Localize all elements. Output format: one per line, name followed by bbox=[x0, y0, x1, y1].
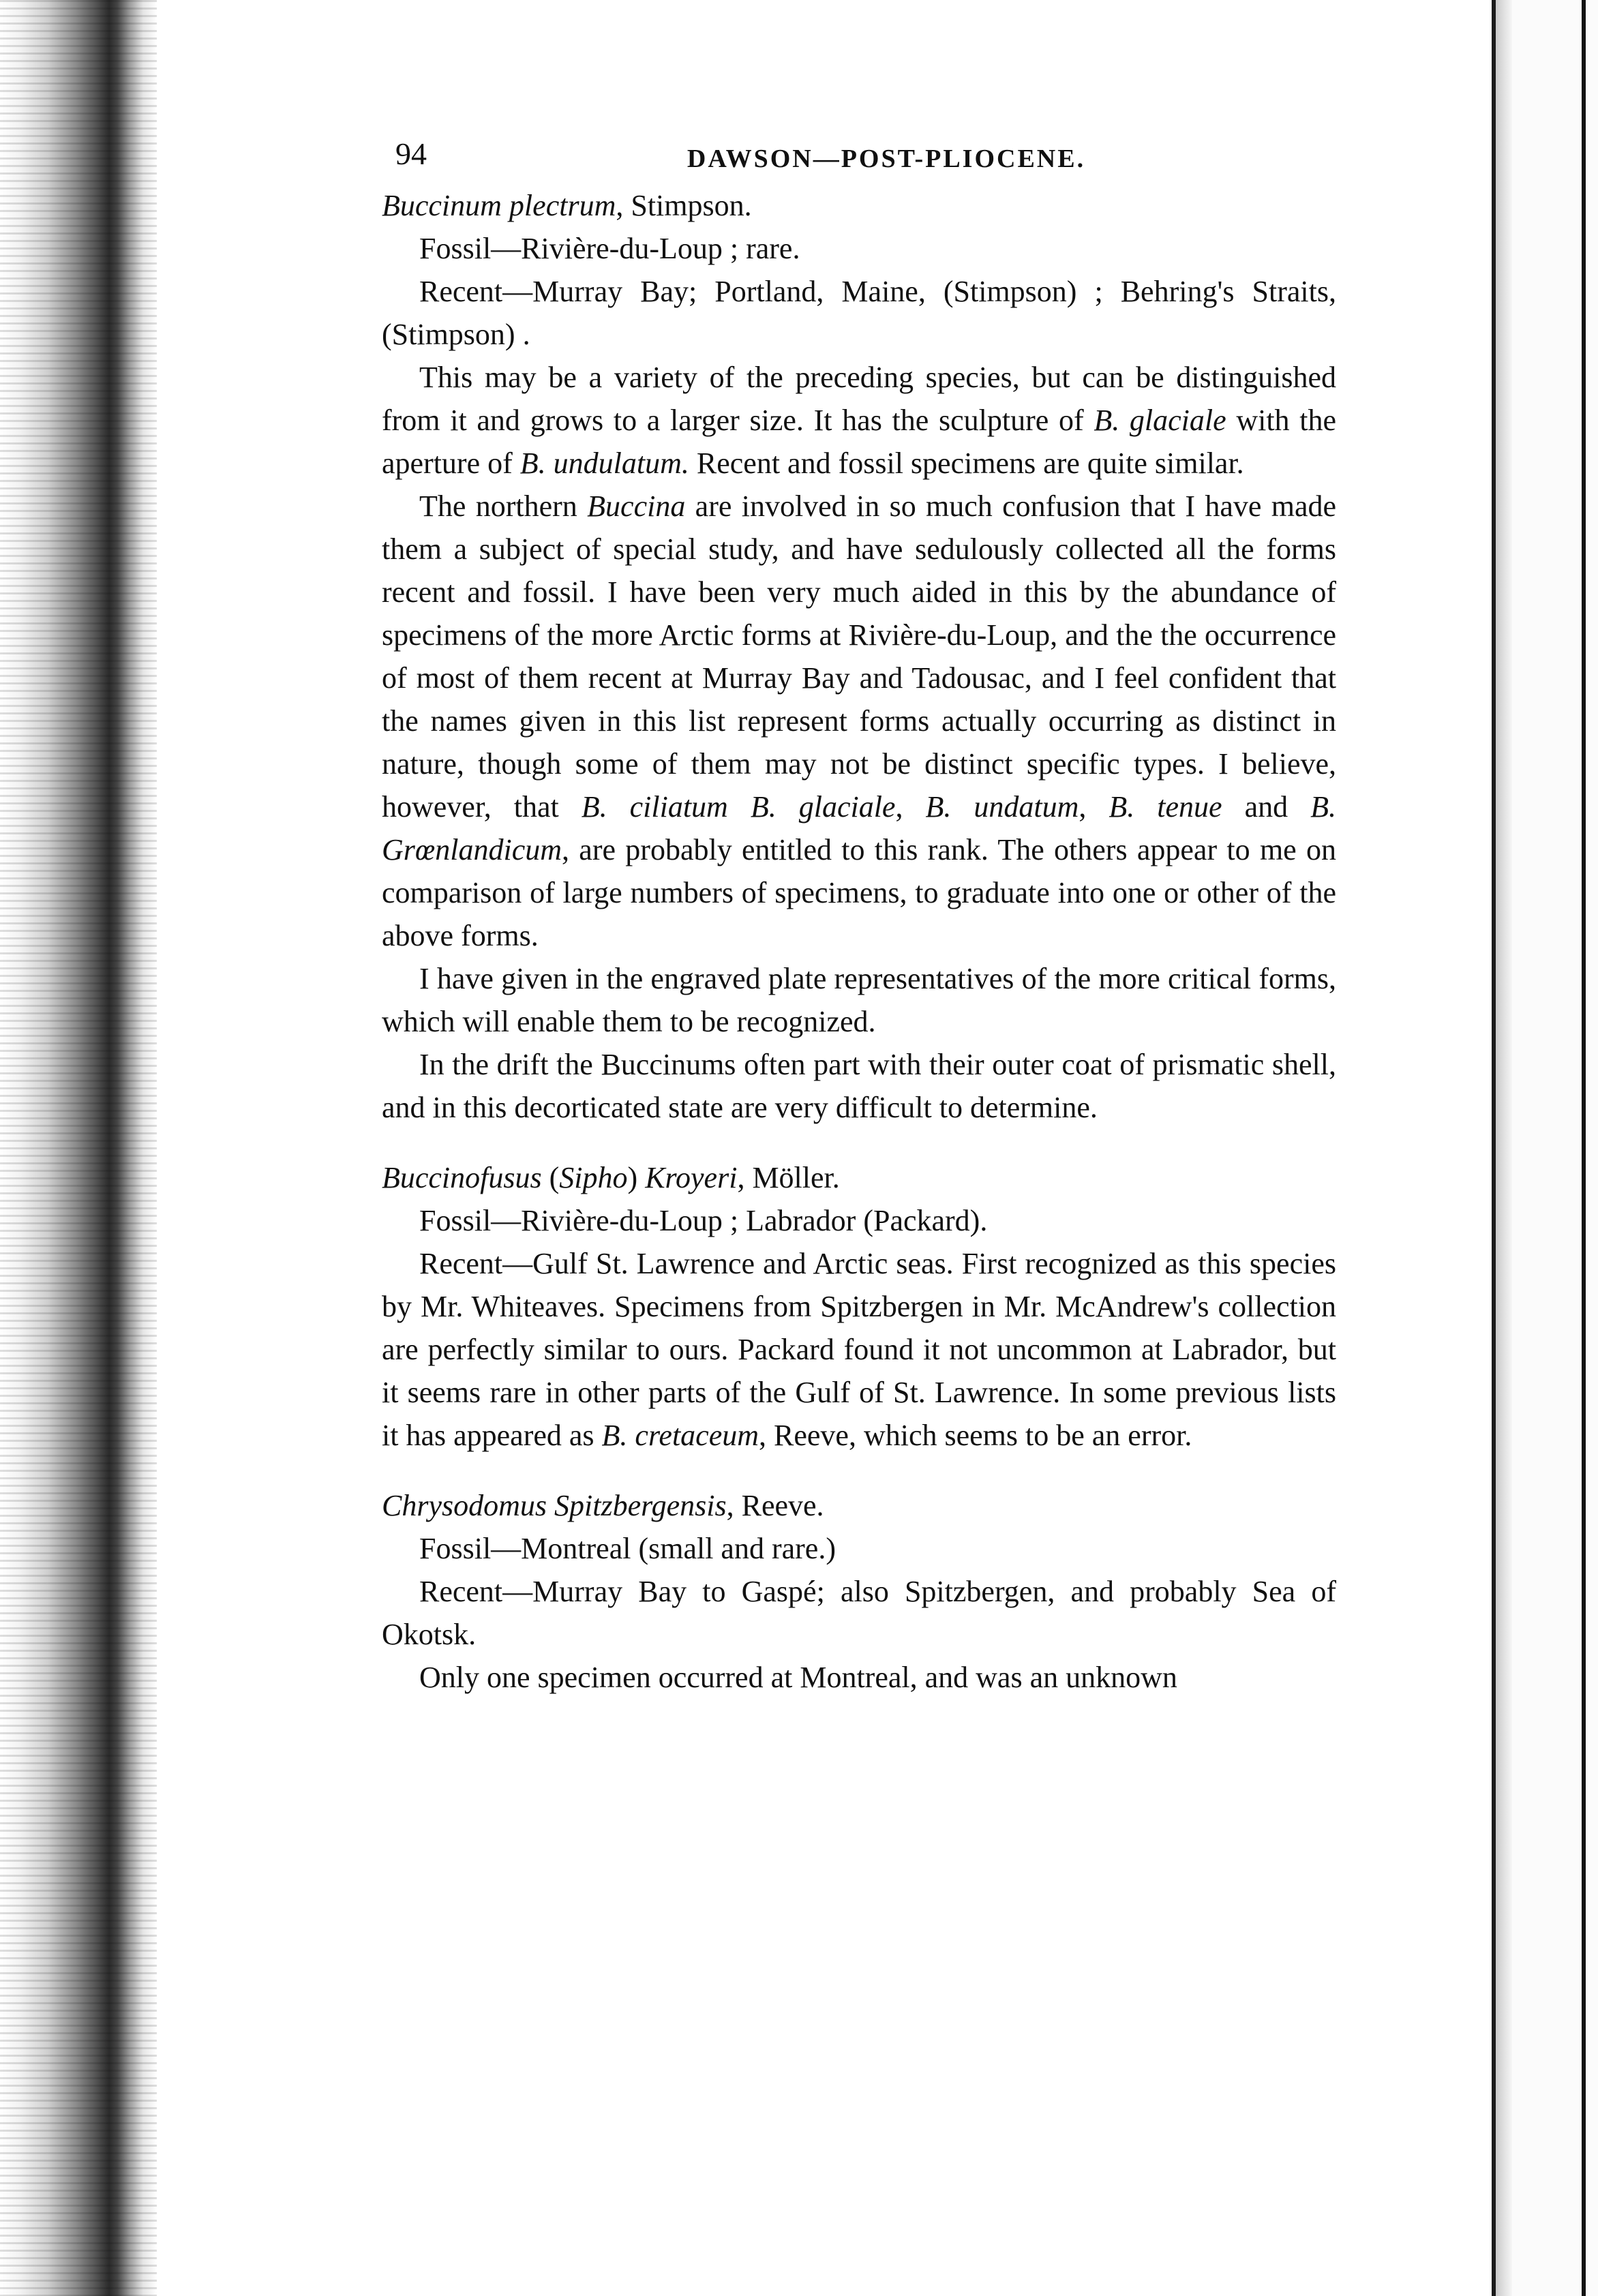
facing-page-edge bbox=[1582, 0, 1586, 2296]
paragraph: Recent—Gulf St. Lawrence and Arctic seas. First recognized as this species by Mr. Whiteaves. Specimens from Spitzbergen in Mr. McAndrew's collection are perfectly similar to ours. Packard found it not uncommon at Labrador, but it seems rare in other parts of the Gulf of St. Lawrence. In some previous lists it has appeared as B. cretaceum, Reeve, which seems to be an error. bbox=[382, 1247, 1336, 1452]
binding-gutter bbox=[0, 0, 157, 2296]
page-number: 94 bbox=[395, 136, 427, 171]
paragraph: I have given in the engraved plate representatives of the more critical forms, which will enable them to be recognized. bbox=[382, 962, 1336, 1038]
page-shadow bbox=[1496, 0, 1512, 2296]
paragraph: Recent—Murray Bay to Gaspé; also Spitzbergen, and probably Sea of Okotsk. bbox=[382, 1575, 1336, 1651]
species-heading: Buccinofusus (Sipho) Kroyeri, Möller. bbox=[382, 1161, 840, 1194]
species-heading: Chrysodomus Spitzbergensis, Reeve. bbox=[382, 1489, 824, 1522]
paragraph: This may be a variety of the preceding species, but can be distinguished from it and grows to a larger size. It has the sculpture of B. glaciale with the aperture of B. undulatum. Recent and fossil specimens are quite similar. bbox=[382, 361, 1336, 480]
running-head: DAWSON—POST-PLIOCENE. bbox=[687, 145, 1086, 173]
paragraph: Fossil—Rivière-du-Loup ; rare. bbox=[419, 232, 800, 265]
species-heading: Buccinum plectrum, Stimpson. bbox=[382, 189, 752, 222]
paragraph: In the drift the Buccinums often part with their outer coat of prismatic shell, and in this decorticated state are very difficult to determine. bbox=[382, 1048, 1336, 1124]
paragraph: Fossil—Rivière-du-Loup ; Labrador (Packard). bbox=[419, 1204, 988, 1237]
paragraph: Recent—Murray Bay; Portland, Maine, (Stimpson) ; Behring's Straits, (Stimpson) . bbox=[382, 275, 1336, 351]
paragraph: Fossil—Montreal (small and rare.) bbox=[419, 1532, 836, 1565]
paragraph: Only one specimen occurred at Montreal, and was an unknown bbox=[419, 1661, 1177, 1694]
page-header bbox=[382, 123, 1336, 184]
page-body bbox=[382, 123, 1336, 1699]
paragraph: The northern Buccina are involved in so much confusion that I have made them a subject of special study, and have sedulously collected all the forms recent and fossil. I have been very much aided in this by the abundance of specimens of the more Arctic forms at Rivière-du-Loup, and the the occurrence of most of them recent at Murray Bay and Tadousac, and I feel confident that the names given in this list represent forms actually occurring as distinct in nature, though some of them may not be distinct specific types. I believe, however, that B. ciliatum B. glaciale, B. undatum, B. tenue and B. Grœnlandicum, are probably entitled to this rank. The others appear to me on comparison of large numbers of specimens, to graduate into one or other of the above forms. bbox=[382, 489, 1337, 952]
